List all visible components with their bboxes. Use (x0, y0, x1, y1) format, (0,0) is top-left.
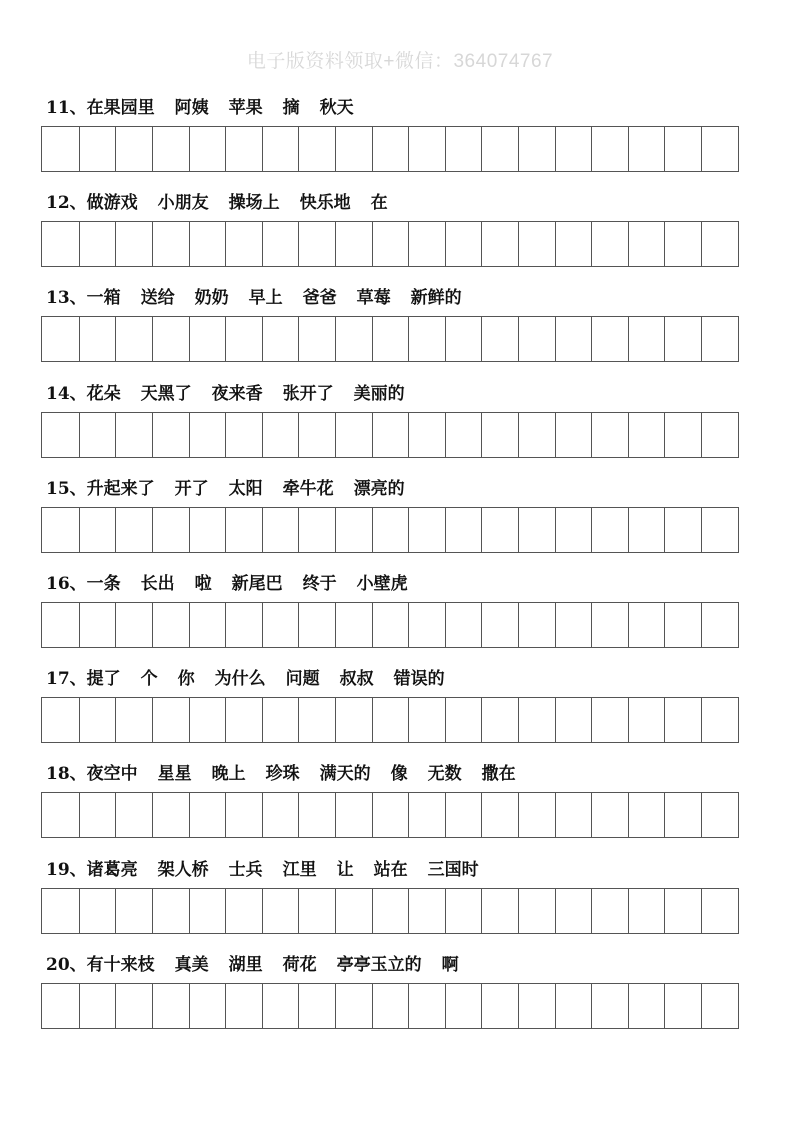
watermark: 电子版资料领取+微信：364074767 (246, 51, 554, 72)
writing-cell[interactable] (702, 602, 739, 648)
exercise-prompt (46, 762, 536, 786)
writing-cell[interactable] (190, 316, 227, 362)
word-chip: 真美 (174, 954, 209, 975)
word-chip: 啊 (441, 954, 459, 975)
word-chip: 开了 (174, 478, 209, 499)
writing-cell[interactable] (373, 412, 410, 458)
writing-cell[interactable] (299, 888, 336, 934)
exercise-number: 12、 (46, 193, 87, 214)
writing-cell[interactable] (519, 221, 556, 267)
writing-cell[interactable] (446, 888, 483, 934)
exercise-prompt (46, 858, 499, 882)
word-chip: 让 (336, 859, 354, 880)
word-chip: 江里 (282, 859, 317, 880)
writing-cell[interactable] (629, 316, 666, 362)
writing-grid (41, 697, 739, 743)
word-chip: 升起来了 (86, 478, 155, 499)
writing-cell[interactable] (42, 221, 80, 267)
writing-cell[interactable] (409, 792, 446, 838)
writing-cell[interactable] (153, 792, 190, 838)
writing-cell[interactable] (665, 983, 702, 1029)
exercise-prompt (46, 382, 425, 406)
writing-cell[interactable] (482, 792, 519, 838)
writing-cell[interactable] (556, 412, 593, 458)
exercise-number: 19、 (46, 859, 87, 880)
writing-cell[interactable] (446, 697, 483, 743)
word-chip: 提了 (86, 669, 121, 690)
word-chip: 新尾巴 (231, 574, 283, 594)
word-chip: 啦 (194, 574, 212, 594)
writing-cell[interactable] (409, 888, 446, 934)
writing-cell[interactable] (299, 697, 336, 743)
writing-cell[interactable] (190, 221, 227, 267)
writing-cell[interactable] (519, 888, 556, 934)
word-chip: 一条 (86, 574, 121, 594)
writing-cell[interactable] (556, 507, 593, 553)
writing-cell[interactable] (446, 983, 483, 1029)
word-chip: 漂亮的 (353, 478, 405, 499)
writing-cell[interactable] (299, 126, 336, 172)
writing-cell[interactable] (519, 602, 556, 648)
word-chip: 叔叔 (339, 669, 374, 690)
writing-cell[interactable] (409, 316, 446, 362)
word-chip: 湖里 (228, 954, 263, 975)
writing-cell[interactable] (556, 602, 593, 648)
writing-cell[interactable] (592, 126, 629, 172)
writing-cell[interactable] (80, 888, 117, 934)
writing-cell[interactable] (519, 507, 556, 553)
writing-cell[interactable] (153, 126, 190, 172)
word-chip: 荷花 (282, 954, 317, 975)
word-chip: 珍珠 (265, 764, 300, 785)
word-chip: 小朋友 (157, 193, 209, 214)
writing-cell[interactable] (42, 316, 80, 362)
writing-cell[interactable] (629, 888, 666, 934)
writing-cell[interactable] (80, 983, 117, 1029)
writing-cell[interactable] (263, 126, 300, 172)
exercise-number: 13、 (46, 288, 87, 309)
writing-cell[interactable] (519, 316, 556, 362)
word-chip: 快乐地 (299, 193, 351, 214)
writing-cell[interactable] (226, 697, 263, 743)
writing-cell[interactable] (226, 983, 263, 1029)
word-chip: 摘 (282, 98, 300, 118)
writing-cell[interactable] (80, 412, 117, 458)
exercise-prompt (46, 286, 482, 310)
writing-cell[interactable] (336, 507, 373, 553)
word-chip: 太阳 (228, 478, 263, 499)
word-chip: 夜空中 (86, 764, 138, 785)
word-chip: 满天的 (319, 764, 371, 785)
writing-cell[interactable] (336, 126, 373, 172)
writing-cell[interactable] (482, 507, 519, 553)
writing-cell[interactable] (116, 316, 153, 362)
word-chip: 站在 (373, 859, 408, 880)
writing-cell[interactable] (80, 507, 117, 553)
writing-cell[interactable] (116, 126, 153, 172)
writing-cell[interactable] (482, 126, 519, 172)
writing-cell[interactable] (226, 221, 263, 267)
writing-cell[interactable] (42, 602, 80, 648)
writing-cell[interactable] (702, 412, 739, 458)
word-chip: 草莓 (356, 288, 391, 309)
writing-cell[interactable] (336, 792, 373, 838)
writing-cell[interactable] (482, 888, 519, 934)
writing-cell[interactable] (263, 602, 300, 648)
writing-cell[interactable] (556, 316, 593, 362)
writing-cell[interactable] (446, 412, 483, 458)
writing-cell[interactable] (299, 507, 336, 553)
word-chip: 问题 (285, 669, 320, 690)
writing-grid (41, 602, 739, 648)
word-chip: 在 (370, 193, 388, 214)
writing-cell[interactable] (519, 697, 556, 743)
writing-cell[interactable] (409, 697, 446, 743)
exercise-number: 17、 (46, 669, 87, 690)
writing-cell[interactable] (409, 126, 446, 172)
writing-cell[interactable] (702, 888, 739, 934)
word-chip: 阿姨 (174, 98, 209, 118)
word-chip: 三国时 (427, 859, 479, 880)
word-chip: 一箱 (86, 288, 121, 309)
writing-cell[interactable] (42, 126, 80, 172)
word-chip: 有十来枝 (86, 954, 155, 975)
writing-grid (41, 412, 739, 458)
writing-cell[interactable] (336, 888, 373, 934)
writing-cell[interactable] (519, 983, 556, 1029)
writing-cell[interactable] (336, 983, 373, 1029)
writing-cell[interactable] (153, 983, 190, 1029)
writing-cell[interactable] (373, 983, 410, 1029)
word-chip: 秋天 (319, 98, 354, 118)
writing-cell[interactable] (226, 316, 263, 362)
writing-cell[interactable] (665, 412, 702, 458)
writing-cell[interactable] (409, 983, 446, 1029)
writing-cell[interactable] (702, 792, 739, 838)
word-chip: 奶奶 (194, 288, 229, 309)
writing-cell[interactable] (629, 792, 666, 838)
word-chip: 苹果 (228, 98, 263, 118)
writing-cell[interactable] (592, 697, 629, 743)
writing-grid (41, 792, 739, 838)
writing-cell[interactable] (190, 792, 227, 838)
writing-cell[interactable] (116, 412, 153, 458)
exercise-prompt (46, 572, 428, 596)
writing-cell[interactable] (702, 983, 739, 1029)
writing-cell[interactable] (665, 792, 702, 838)
writing-cell[interactable] (592, 888, 629, 934)
word-chip: 错误的 (393, 669, 445, 690)
word-chip: 在果园里 (86, 98, 155, 118)
writing-cell[interactable] (80, 316, 117, 362)
writing-cell[interactable] (336, 412, 373, 458)
writing-cell[interactable] (702, 221, 739, 267)
writing-grid (41, 983, 739, 1029)
writing-cell[interactable] (116, 792, 153, 838)
writing-cell[interactable] (299, 983, 336, 1029)
writing-cell[interactable] (665, 316, 702, 362)
writing-cell[interactable] (373, 221, 410, 267)
writing-cell[interactable] (446, 126, 483, 172)
writing-cell[interactable] (556, 792, 593, 838)
writing-cell[interactable] (373, 602, 410, 648)
writing-cell[interactable] (702, 507, 739, 553)
writing-cell[interactable] (446, 316, 483, 362)
writing-cell[interactable] (116, 697, 153, 743)
writing-cell[interactable] (665, 697, 702, 743)
writing-cell[interactable] (592, 792, 629, 838)
writing-cell[interactable] (116, 507, 153, 553)
writing-cell[interactable] (42, 507, 80, 553)
word-chip: 小壁虎 (356, 574, 408, 594)
writing-cell[interactable] (153, 412, 190, 458)
writing-cell[interactable] (556, 888, 593, 934)
writing-cell[interactable] (190, 602, 227, 648)
writing-cell[interactable] (482, 412, 519, 458)
word-chip: 做游戏 (86, 193, 138, 214)
writing-cell[interactable] (42, 792, 80, 838)
writing-cell[interactable] (592, 316, 629, 362)
writing-cell[interactable] (482, 221, 519, 267)
writing-cell[interactable] (42, 412, 80, 458)
word-chip: 星星 (157, 764, 192, 785)
word-chip: 操场上 (228, 193, 280, 214)
word-chip: 夜来香 (211, 383, 263, 404)
writing-cell[interactable] (665, 888, 702, 934)
writing-cell[interactable] (629, 412, 666, 458)
word-chip: 诸葛亮 (86, 859, 138, 880)
exercise-prompt (46, 96, 374, 120)
writing-cell[interactable] (190, 412, 227, 458)
word-chip: 早上 (248, 288, 283, 309)
word-chip: 爸爸 (302, 288, 337, 309)
writing-cell[interactable] (629, 221, 666, 267)
writing-cell[interactable] (80, 602, 117, 648)
writing-cell[interactable] (226, 126, 263, 172)
word-chip: 撒在 (481, 764, 516, 785)
writing-cell[interactable] (592, 412, 629, 458)
writing-cell[interactable] (629, 602, 666, 648)
writing-cell[interactable] (373, 697, 410, 743)
writing-cell[interactable] (226, 602, 263, 648)
writing-cell[interactable] (446, 221, 483, 267)
writing-cell[interactable] (80, 126, 117, 172)
writing-cell[interactable] (190, 507, 227, 553)
word-chip: 为什么 (214, 669, 266, 690)
writing-cell[interactable] (153, 316, 190, 362)
word-chip: 你 (177, 669, 195, 690)
writing-cell[interactable] (263, 316, 300, 362)
word-chip: 无数 (427, 764, 462, 785)
writing-cell[interactable] (519, 412, 556, 458)
writing-cell[interactable] (299, 221, 336, 267)
writing-cell[interactable] (519, 126, 556, 172)
word-chip: 新鲜的 (410, 288, 462, 309)
writing-cell[interactable] (665, 602, 702, 648)
writing-cell[interactable] (373, 126, 410, 172)
writing-cell[interactable] (80, 221, 117, 267)
writing-cell[interactable] (592, 602, 629, 648)
writing-cell[interactable] (153, 697, 190, 743)
writing-cell[interactable] (190, 126, 227, 172)
writing-cell[interactable] (226, 888, 263, 934)
writing-cell[interactable] (42, 983, 80, 1029)
writing-cell[interactable] (336, 221, 373, 267)
writing-cell[interactable] (226, 792, 263, 838)
writing-cell[interactable] (592, 507, 629, 553)
word-chip: 亭亭玉立的 (336, 954, 422, 975)
exercise-number: 11、 (46, 98, 87, 118)
writing-cell[interactable] (556, 126, 593, 172)
writing-cell[interactable] (482, 602, 519, 648)
writing-cell[interactable] (665, 507, 702, 553)
writing-cell[interactable] (190, 888, 227, 934)
writing-cell[interactable] (409, 602, 446, 648)
exercise-number: 16、 (46, 574, 87, 594)
writing-cell[interactable] (116, 888, 153, 934)
writing-cell[interactable] (629, 507, 666, 553)
exercise-prompt (46, 667, 465, 691)
writing-cell[interactable] (629, 697, 666, 743)
writing-cell[interactable] (153, 602, 190, 648)
writing-cell[interactable] (702, 126, 739, 172)
exercise-number: 20、 (46, 954, 87, 975)
writing-cell[interactable] (556, 983, 593, 1029)
writing-grid (41, 507, 739, 553)
writing-grid (41, 888, 739, 934)
writing-cell[interactable] (702, 316, 739, 362)
writing-grid (41, 126, 739, 172)
writing-cell[interactable] (373, 507, 410, 553)
writing-cell[interactable] (482, 316, 519, 362)
writing-cell[interactable] (190, 983, 227, 1029)
writing-cell[interactable] (299, 792, 336, 838)
word-chip: 牵牛花 (282, 478, 334, 499)
word-chip: 天黑了 (140, 383, 192, 404)
writing-cell[interactable] (42, 697, 80, 743)
word-chip: 张开了 (282, 383, 334, 404)
exercise-prompt (46, 477, 425, 501)
writing-cell[interactable] (226, 507, 263, 553)
writing-cell[interactable] (116, 221, 153, 267)
writing-cell[interactable] (592, 221, 629, 267)
writing-cell[interactable] (153, 221, 190, 267)
writing-cell[interactable] (373, 888, 410, 934)
exercise-prompt (46, 191, 408, 215)
writing-cell[interactable] (263, 221, 300, 267)
word-chip: 美丽的 (353, 383, 405, 404)
writing-cell[interactable] (629, 983, 666, 1029)
writing-cell[interactable] (263, 697, 300, 743)
writing-cell[interactable] (299, 316, 336, 362)
writing-cell[interactable] (153, 507, 190, 553)
writing-cell[interactable] (665, 126, 702, 172)
word-chip: 长出 (140, 574, 175, 594)
exercise-prompt (46, 953, 479, 977)
writing-cell[interactable] (116, 983, 153, 1029)
writing-cell[interactable] (519, 792, 556, 838)
writing-cell[interactable] (665, 221, 702, 267)
writing-cell[interactable] (263, 792, 300, 838)
writing-cell[interactable] (446, 507, 483, 553)
writing-grid (41, 221, 739, 267)
writing-cell[interactable] (336, 697, 373, 743)
writing-cell[interactable] (446, 602, 483, 648)
writing-cell[interactable] (409, 507, 446, 553)
writing-cell[interactable] (80, 792, 117, 838)
writing-cell[interactable] (153, 888, 190, 934)
writing-cell[interactable] (446, 792, 483, 838)
writing-cell[interactable] (263, 983, 300, 1029)
writing-cell[interactable] (336, 602, 373, 648)
writing-cell[interactable] (592, 983, 629, 1029)
word-chip: 花朵 (86, 383, 121, 404)
writing-cell[interactable] (629, 126, 666, 172)
writing-cell[interactable] (299, 412, 336, 458)
word-chip: 晚上 (211, 764, 246, 785)
writing-cell[interactable] (42, 888, 80, 934)
word-chip: 架人桥 (157, 859, 209, 880)
exercise-number: 18、 (46, 764, 87, 785)
writing-cell[interactable] (263, 507, 300, 553)
writing-cell[interactable] (226, 412, 263, 458)
writing-cell[interactable] (556, 697, 593, 743)
writing-cell[interactable] (482, 697, 519, 743)
writing-cell[interactable] (409, 221, 446, 267)
writing-cell[interactable] (556, 221, 593, 267)
writing-cell[interactable] (80, 697, 117, 743)
word-chip: 送给 (140, 288, 175, 309)
word-chip: 像 (390, 764, 408, 785)
exercise-number: 14、 (46, 383, 87, 404)
writing-cell[interactable] (263, 888, 300, 934)
word-chip: 终于 (302, 574, 337, 594)
word-chip: 个 (140, 669, 158, 690)
writing-cell[interactable] (409, 412, 446, 458)
writing-cell[interactable] (116, 602, 153, 648)
writing-cell[interactable] (299, 602, 336, 648)
writing-cell[interactable] (190, 697, 227, 743)
writing-cell[interactable] (336, 316, 373, 362)
writing-cell[interactable] (702, 697, 739, 743)
exercise-number: 15、 (46, 478, 87, 499)
word-chip: 士兵 (228, 859, 263, 880)
writing-cell[interactable] (482, 983, 519, 1029)
writing-cell[interactable] (263, 412, 300, 458)
writing-grid (41, 316, 739, 362)
writing-cell[interactable] (373, 316, 410, 362)
writing-cell[interactable] (373, 792, 410, 838)
